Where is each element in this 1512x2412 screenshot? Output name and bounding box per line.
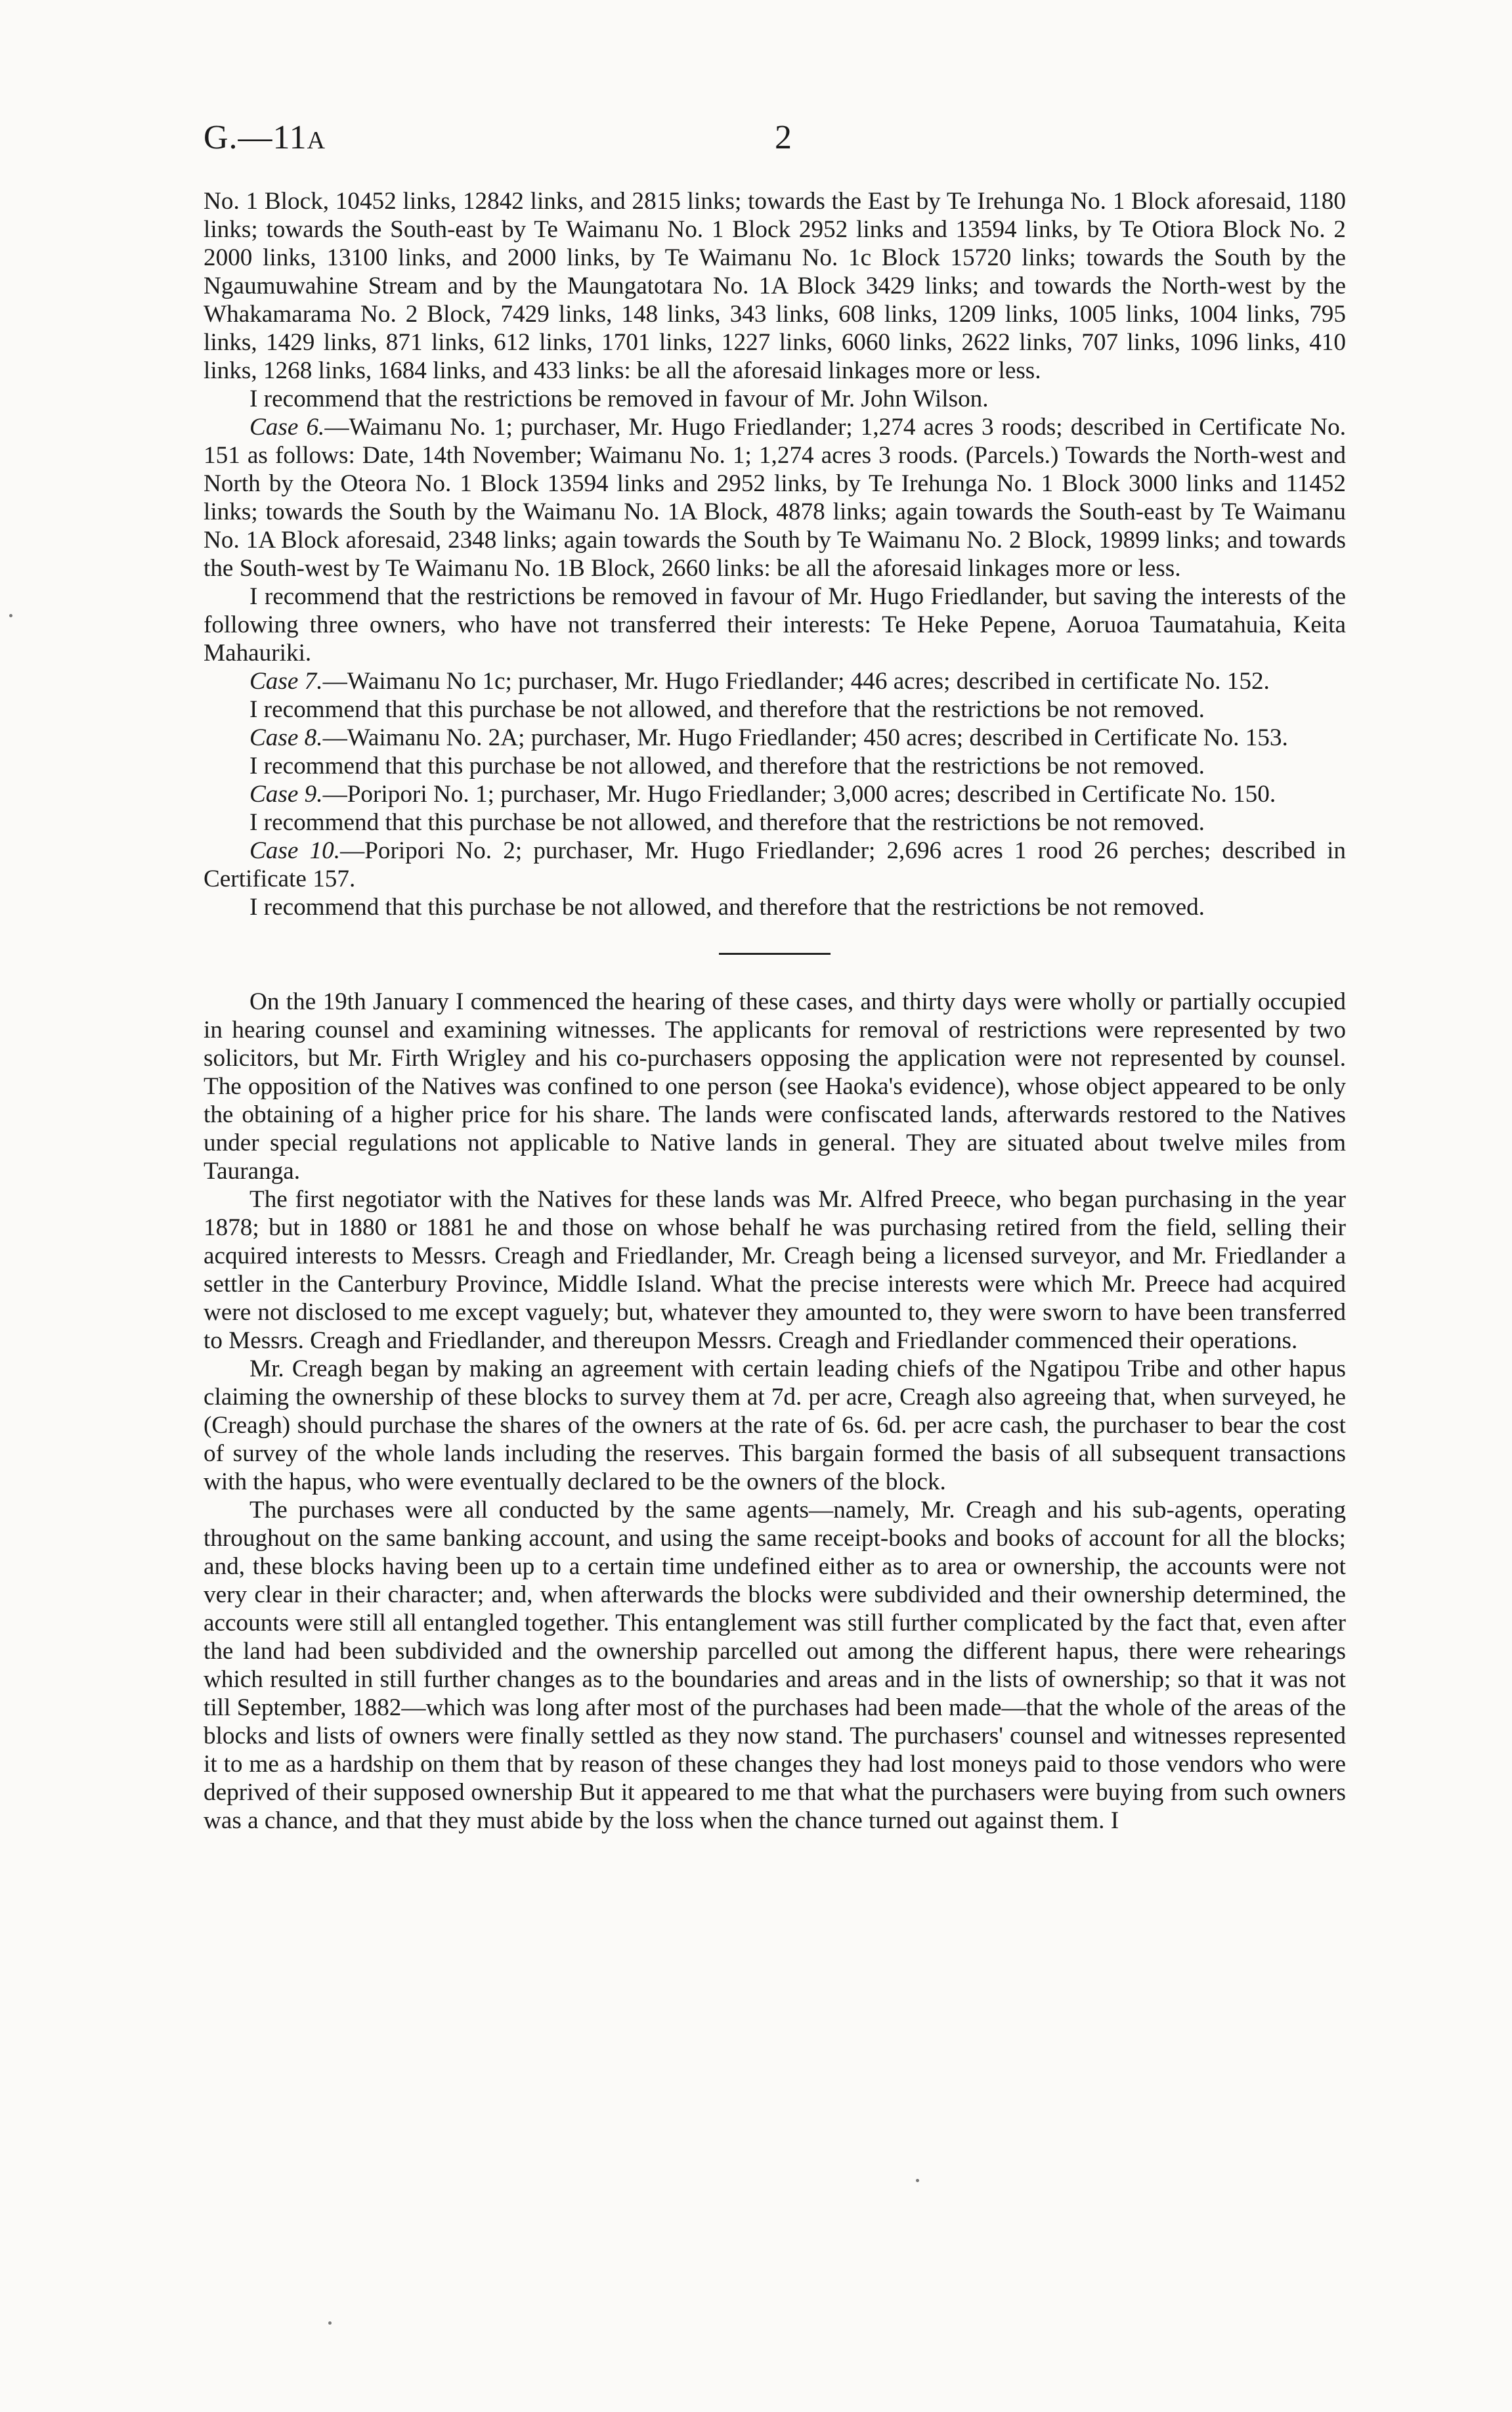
paragraph-boundaries-continued: No. 1 Block, 10452 links, 12842 links, and 2815 links; towards the East by Te Irehunga No. 1 Block aforesaid, 1180 links; towards the South-east by Te Waimanu No. 1 Block 2952 links and 13594 links, by Te Otiora Block No. 2 2000 links, 13100 links, and 2000 links, by Te Waimanu No. 1c Block 15720 links; towards the South by the Ngaumuwahine Stream and by the Maungatotara No. 1A Block 3429 links; and towards the North-west by the Whakamarama No. 2 Block, 7429 links, 148 links, 343 links, 608 links, 1209 links, 1005 links, 1004 links, 795 links, 1429 links, 871 links, 612 links, 1701 links, 1227 links, 6060 links, 2622 links, 707 links, 1096 links, 410 links, 1268 links, 1684 links, and 433 links: be all the aforesaid linkages more or less. [204, 188, 1346, 384]
case-8-text: —Waimanu No. 2A; purchaser, Mr. Hugo Friedlander; 450 acres; described in Certificate No. 153. [322, 724, 1288, 751]
page-body [204, 187, 1346, 1835]
recommendation-case-5: I recommend that the restrictions be removed in favour of Mr. John Wilson. [249, 385, 989, 412]
case-10-label: Case 10. [249, 837, 341, 864]
case-7-paragraph [204, 667, 1346, 695]
scan-speck [9, 614, 12, 617]
paragraph-hearing: On the 19th January I commenced the hearing of these cases, and thirty days were wholly or partially occupied in hearing counsel and examining witnesses. The applicants for removal of restrictions were represented by two solicitors, but Mr. Firth Wrigley and his co-purchasers opposing the application were not represented by counsel. The opposition of the Natives was confined to one person (see Haoka's evidence), whose object appeared to be only the obtaining of a higher price for his share. The lands were confiscated lands, afterwards restored to the Natives under special regulations not applicable to Native lands in general. They are situated about twelve miles from Tauranga. [204, 988, 1346, 1185]
case-6-label: Case 6. [249, 414, 325, 441]
case-9-label: Case 9. [249, 781, 323, 808]
scan-speck [328, 2321, 332, 2325]
recommendation-case-9: I recommend that this purchase be not allowed, and therefore that the restrictions be not removed. [249, 809, 1205, 836]
recommendation-case-7: I recommend that this purchase be not allowed, and therefore that the restrictions be not removed. [249, 696, 1205, 723]
case-7-text: —Waimanu No 1c; purchaser, Mr. Hugo Friedlander; 446 acres; described in certificate No. 152. [322, 668, 1270, 695]
case-8-paragraph [204, 724, 1346, 752]
paragraph-purchases: The purchases were all conducted by the same agents—namely, Mr. Creagh and his sub-agents, operating throughout on the same banking account, and using the same receipt-books and books of account for all the blocks; and, these blocks having been up to a certain time undefined either as to area or ownership, the accounts were not very clear in their character; and, when afterwards the blocks were subdivided and their ownership determined, the accounts were still all entangled together. This entanglement was still further complicated by the fact that, even after the land had been subdivided and the ownership parcelled out among the different hapus, there were rehearings which resulted in still further changes as to the boundaries and areas and in the lists of ownership; so that it was not till September, 1882—which was long after most of the purchases had been made—that the whole of the areas of the blocks and lists of owners were finally settled as they now stand. The purchasers' counsel and witnesses represented it to me as a hardship on them that by reason of these changes they had lost moneys paid to those vendors who were deprived of their supposed ownership But it appeared to me that what the purchasers were buying from such owners was a chance, and that they must abide by the loss when the chance turned out against them. I [204, 1497, 1346, 1834]
case-7-label: Case 7. [249, 668, 323, 695]
case-10-text: —Poripori No. 2; purchaser, Mr. Hugo Friedlander; 2,696 acres 1 rood 26 perches; described in Certificate 157. [204, 837, 1347, 892]
paragraph-first-negotiator: The first negotiator with the Natives for these lands was Mr. Alfred Preece, who began purchasing in the year 1878; but in 1880 or 1881 he and those on whose behalf he was purchasing retired from the field, selling their acquired interests to Messrs. Creagh and Friedlander, Mr. Creagh being a licensed surveyor, and Mr. Friedlander a settler in the Canterbury Province, Middle Island. What the precise interests were which Mr. Preece had acquired were not disclosed to me except vaguely; but, whatever they amounted to, they were sworn to have been transferred to Messrs. Creagh and Friedlander, and thereupon Messrs. Creagh and Friedlander commenced their operations. [204, 1186, 1346, 1354]
page-number: 2 [775, 119, 792, 156]
recommendation-case-8: I recommend that this purchase be not allowed, and therefore that the restrictions be not removed. [249, 753, 1205, 779]
case-8-label: Case 8. [249, 724, 323, 751]
case-6-text: —Waimanu No. 1; purchaser, Mr. Hugo Friedlander; 1,274 acres 3 roods; described in Certificate No. 151 as follows: Date, 14th November; Waimanu No. 1; 1,274 acres 3 roods. (Parcels.) Towards the North-west and North by the Oteora No. 1 Block 13594 links and 2952 links, by Te Irehunga No. 1 Block 3000 links and 11452 links; towards the South by the Waimanu No. 1A Block, 4878 links; again towards the South-east by Te Waimanu No. 1A Block aforesaid, 2348 links; again towards the South by Te Waimanu No. 2 Block, 19899 links; and towards the South-west by Te Waimanu No. 1B Block, 2660 links: be all the aforesaid linkages more or less. [204, 414, 1347, 582]
scan-speck [916, 2179, 919, 2182]
recommendation-case-6: I recommend that the restrictions be removed in favour of Mr. Hugo Friedlander, but saving the interests of the following three owners, who have not transferred their interests: Te Heke Pepene, Aoruoa Taumatahuia, Keita Mahauriki. [204, 583, 1346, 667]
case-9-text: —Poripori No. 1; purchaser, Mr. Hugo Friedlander; 3,000 acres; described in Certificate No. 150. [322, 781, 1276, 808]
recommendation-case-10: I recommend that this purchase be not allowed, and therefore that the restrictions be not removed. [249, 894, 1205, 921]
section-divider [719, 953, 831, 955]
document-code: G.—11A [204, 119, 326, 156]
case-6-paragraph [204, 413, 1346, 582]
paragraph-creagh-agreement: Mr. Creagh began by making an agreement with certain leading chiefs of the Ngatipou Tribe and other hapus claiming the ownership of these blocks to survey them at 7d. per acre, Creagh also agreeing that, when surveyed, he (Creagh) should purchase the shares of the owners at the rate of 6s. 6d. per acre cash, the purchaser to bear the cost of survey of the whole lands including the reserves. This bargain formed the basis of all subsequent transactions with the hapus, who were eventually declared to be the owners of the block. [204, 1355, 1346, 1495]
case-9-paragraph [204, 780, 1346, 808]
page-header [204, 118, 1346, 171]
case-10-paragraph [204, 837, 1346, 893]
